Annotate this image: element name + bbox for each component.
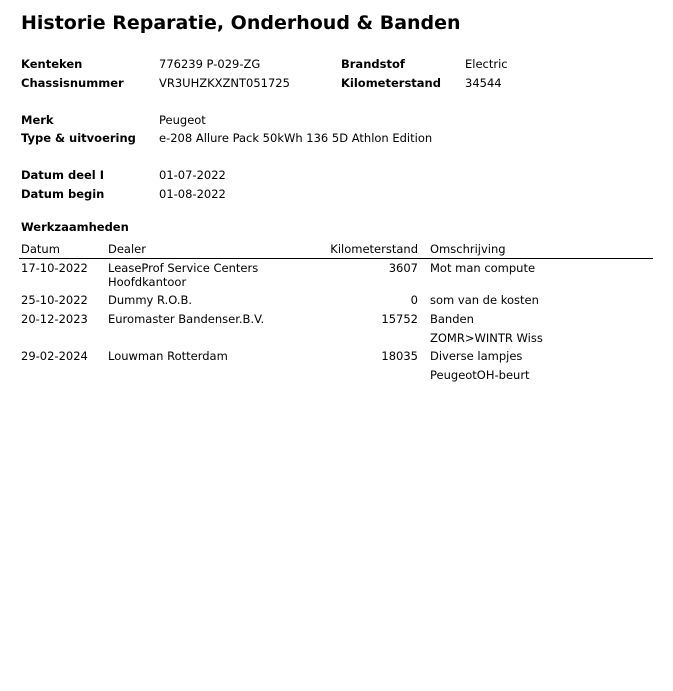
type-uitvoering-label: Type & uitvoering <box>21 131 136 145</box>
kenteken-label: Kenteken <box>21 57 83 71</box>
kilometerstand-label: Kilometerstand <box>341 76 441 90</box>
chassisnummer-label: Chassisnummer <box>21 76 124 90</box>
merk-label: Merk <box>21 113 54 127</box>
kilometerstand-value: 34544 <box>465 76 502 90</box>
werkzaamheden-title: Werkzaamheden <box>21 220 129 234</box>
row-datum: 25-10-2022 <box>21 293 88 307</box>
datum-deel-label: Datum deel I <box>21 168 105 182</box>
chassisnummer-value: VR3UHZKXZNT051725 <box>159 76 290 90</box>
merk-value: Peugeot <box>159 113 206 127</box>
type-uitvoering-value: e-208 Allure Pack 50kWh 136 5D Athlon Edition <box>159 131 433 145</box>
page-title: Historie Reparatie, Onderhoud & Banden <box>21 12 461 34</box>
datum-begin-label: Datum begin <box>21 187 105 201</box>
row-omschrijving: Banden <box>430 312 474 326</box>
row-dealer-line2: Hoofdkantoor <box>108 275 187 289</box>
datum-deel-value: 01-07-2022 <box>159 168 226 182</box>
row-omschrijving: Mot man compute <box>430 261 536 275</box>
row-omschrijving: Diverse lampjes <box>430 349 523 363</box>
row-dealer: Dummy R.O.B. <box>108 293 193 307</box>
kenteken-value: 776239 P-029-ZG <box>159 57 261 71</box>
row-dealer: LeaseProf Service Centers <box>108 261 259 275</box>
row-kilometerstand: 18035 <box>381 349 418 363</box>
row-datum: 29-02-2024 <box>21 349 88 363</box>
brandstof-label: Brandstof <box>341 57 405 71</box>
row-kilometerstand: 15752 <box>381 312 418 326</box>
row-dealer: Euromaster Bandenser.B.V. <box>108 312 265 326</box>
header-divider <box>19 258 653 259</box>
row-omschrijving: som van de kosten <box>430 293 539 307</box>
row-omschrijving-line2: ZOMR>WINTR Wiss <box>430 331 543 345</box>
column-header-datum: Datum <box>21 242 60 256</box>
brandstof-value: Electric <box>465 57 508 71</box>
row-omschrijving-line2: PeugeotOH-beurt <box>430 368 530 382</box>
column-header-omschrijving: Omschrijving <box>430 242 506 256</box>
row-kilometerstand: 0 <box>410 293 418 307</box>
column-header-dealer: Dealer <box>108 242 146 256</box>
column-header-kilometerstand: Kilometerstand <box>330 242 418 256</box>
row-dealer: Louwman Rotterdam <box>108 349 228 363</box>
row-datum: 20-12-2023 <box>21 312 88 326</box>
row-kilometerstand: 3607 <box>388 261 418 275</box>
datum-begin-value: 01-08-2022 <box>159 187 226 201</box>
row-datum: 17-10-2022 <box>21 261 88 275</box>
